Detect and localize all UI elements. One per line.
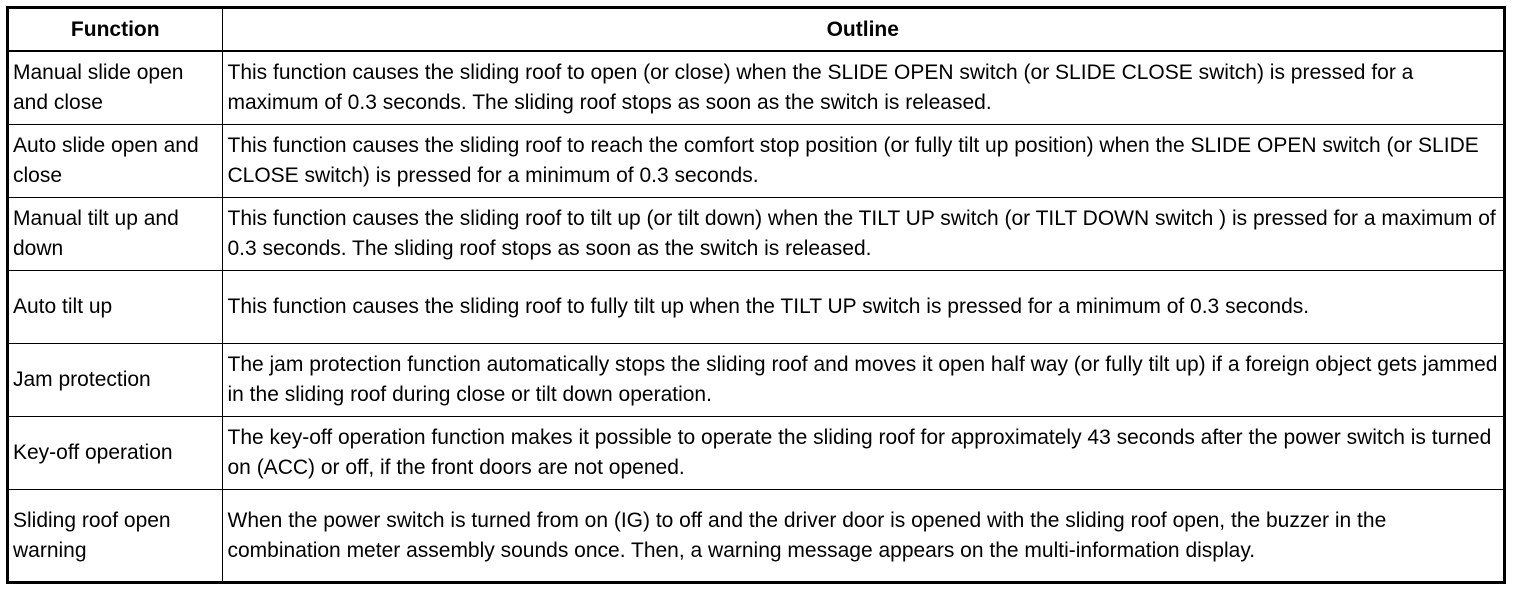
table-row [9, 344, 1503, 417]
function-outline-table-frame [6, 6, 1506, 584]
outline-cell: The key-off operation function makes it possible to operate the sliding roof for approximately 43 seconds after the power switch is turned on (ACC) or off, if the front doors are not opened. [222, 417, 1503, 490]
function-cell: Jam protection [9, 344, 222, 417]
function-cell: Manual tilt up and down [9, 198, 222, 271]
function-cell: Auto tilt up [9, 271, 222, 344]
outline-cell: This function causes the sliding roof to fully tilt up when the TILT UP switch is pressed for a minimum of 0.3 seconds. [222, 271, 1503, 344]
outline-cell: When the power switch is turned from on (IG) to off and the driver door is opened with the sliding roof open, the buzzer in the combination meter assembly sounds once. Then, a warning message appears on the multi-information display. [222, 490, 1503, 581]
function-cell: Manual slide open and close [9, 51, 222, 125]
function-outline-table [9, 9, 1503, 581]
function-cell: Auto slide open and close [9, 125, 222, 198]
outline-cell: The jam protection function automatically stops the sliding roof and moves it open half way (or fully tilt up) if a foreign object gets jammed in the sliding roof during close or tilt down operation. [222, 344, 1503, 417]
header-function: Function [9, 9, 222, 51]
table-row [9, 490, 1503, 581]
table-header-row [9, 9, 1503, 51]
table-row [9, 125, 1503, 198]
table-row [9, 271, 1503, 344]
outline-cell: This function causes the sliding roof to open (or close) when the SLIDE OPEN switch (or SLIDE CLOSE switch) is pressed for a maximum of 0.3 seconds. The sliding roof stops as soon as the switch is released. [222, 51, 1503, 125]
function-cell: Sliding roof open warning [9, 490, 222, 581]
header-outline: Outline [222, 9, 1503, 51]
table-row [9, 198, 1503, 271]
table-row [9, 417, 1503, 490]
table-row [9, 51, 1503, 125]
function-cell: Key-off operation [9, 417, 222, 490]
outline-cell: This function causes the sliding roof to tilt up (or tilt down) when the TILT UP switch (or TILT DOWN switch ) is pressed for a maximum of 0.3 seconds. The sliding roof stops as soon as the switch is released. [222, 198, 1503, 271]
outline-cell: This function causes the sliding roof to reach the comfort stop position (or fully tilt up position) when the SLIDE OPEN switch (or SLIDE CLOSE switch) is pressed for a minimum of 0.3 seconds. [222, 125, 1503, 198]
